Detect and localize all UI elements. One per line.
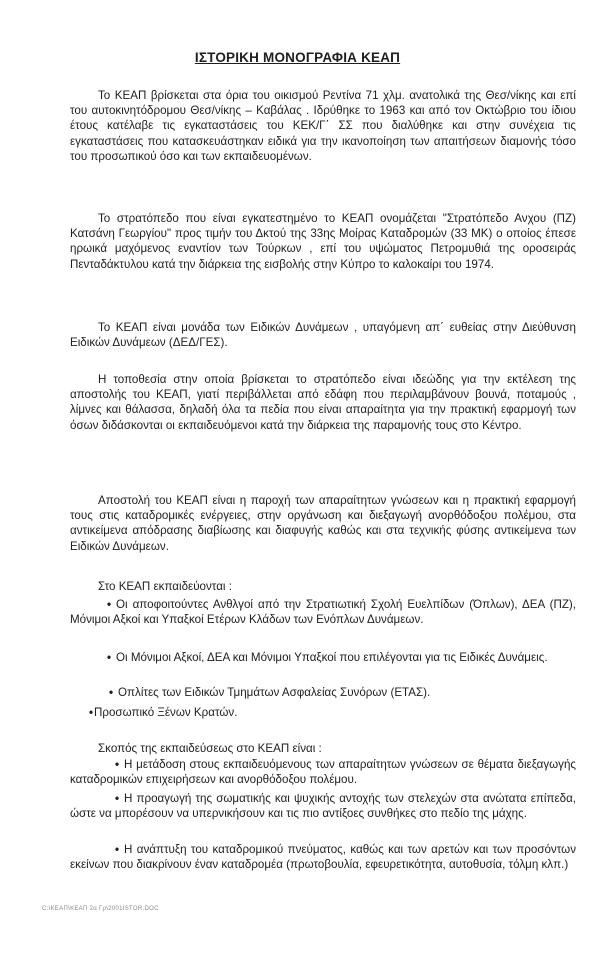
list-item-text: Οι Μόνιμοι Αξκοί, ΔΕΑ και Μόνιμοι Υπαξκοί που επιλέγονται για τις Ειδικές Δυνάμεις. — [116, 651, 548, 664]
bullet-icon: • — [114, 758, 120, 771]
bullet-icon: • — [88, 706, 94, 719]
paragraph-special-forces: Το ΚΕΑΠ είναι μονάδα των Ειδικών Δυνάμεων , υπαγόμενη απ΄ ευθείας στην Διεύθυνση Ειδικών Δυνάμεων (ΔΕΔ/ΓΕΣ). — [70, 321, 576, 350]
paragraph-mission: Αποστολή του ΚΕΑΠ είναι η παροχή των απαραίτητων γνώσεων και η πρακτική εφαρμογή τους στις καταδρομικές ενέργειες, στην οργάνωση και διεξαγωγή ανορθόδοξου πολέμου, στα αντικείμενα απόδρασης διαβίωσης και διαφυγής καθώς και στα τεχνικής φύσης αντικείμενα των Ειδικών Δυνάμεων. — [70, 494, 576, 553]
paragraph-location: Το ΚΕΑΠ βρίσκεται στα όρια του οικισμού Ρεντίνα 71 χλμ. ανατολικά της Θεσ/νίκης και επί του αυτοκινητόδρομου Θεσ/νίκης – Καβάλας . Ιδρύθηκε το 1963 και από τον Οκτώβριο του ίδιου έτους κατέλαβε τις εγκαταστάσεις του ΚΕΚ/Γ΄ ΣΣ που διαλύθηκε και στην συνέχεια τις εγκαταστάσεις που κατασκευάστηκαν ειδικά για την ικανοποίηση των απαιτήσεων διαμονής τόσο του προσωπικού όσο και των εκπαιδευομένων. — [70, 89, 576, 163]
bullet-icon: • — [114, 792, 120, 805]
bullet-icon: • — [106, 651, 112, 664]
purpose-list-item — [70, 842, 576, 872]
paragraph-camp-name: Το στρατόπεδο που είναι εγκατεστημένο το ΚΕΑΠ ονομάζεται "Στρατόπεδο Ανχου (ΠΖ) Κατσάνη Γεωργίου" προς τιμήν του Δκτού της 33ης Μοίρας Καταδρομών (33 ΜΚ) ο οποίος έπεσε ηρωικά μαχόμενος εναντίον των Τούρκων , επί του υψώματος Πετρομυθιά της οροσειράς Πενταδάκτυλου κατά την διάρκεια της εισβολής στην Κύπρο το καλοκαίρι του 1974. — [70, 212, 576, 271]
bullet-icon: • — [114, 843, 120, 856]
trainee-list-item — [70, 597, 576, 627]
trainee-list-item — [70, 705, 576, 720]
paragraph-terrain: Η τοποθεσία στην οποία βρίσκεται το στρατόπεδο είναι ιδεώδης για την εκτέλεση της αποστολής του ΚΕΑΠ, γιατί περιβάλλεται από εδάφη που περιλαμβάνουν βουνά, ποταμούς , λίμνες και θάλασσα, δηλαδή όλα τα πεδία που είναι απαραίτητα για την πρακτική εφαρμογή των όσων διδάσκονται οι εκπαιδευόμενοι κατά την διάρκεια της παραμονής τους στο Κέντρο. — [70, 373, 576, 432]
trainees-heading: Στο ΚΕΑΠ εκπαιδεύονται : — [98, 580, 232, 593]
list-item-text: Η προαγωγή της σωματικής και ψυχικής αντοχής των στελεχών στα ανώτατα επίπεδα, ώστε να μπορέσουν να υπερνικήσουν και τις πιο αντίξοες συνθήκες στο πεδίο της μάχης. — [70, 792, 576, 821]
purpose-list-item — [70, 791, 576, 821]
list-item-text: Η ανάπτυξη του καταδρομικού πνεύματος, καθώς και των αρετών και των προσόντων εκείνων που διακρίνουν έναν καταδρομέα (πρωτοβουλία, εφευρετικότητα, αυτοθυσία, τόλμη κλπ.) — [70, 843, 576, 872]
list-item-text: Προσωπικό Ξένων Κρατών. — [94, 706, 238, 719]
bullet-icon: • — [108, 686, 114, 699]
trainee-list-item — [70, 685, 576, 700]
bullet-icon: • — [106, 598, 112, 611]
file-path-footer: C:\ΚΕΑΠ\ΚΕΑΠ 2α Γρ\2001ΙSTOR.DOC — [42, 906, 159, 912]
list-item-text: Οι αποφοιτούντες Ανθλγοί από την Στρατιωτική Σχολή Ευελπίδων (Όπλων), ΔΕΑ (ΠΖ), Μόνιμοι Αξκοί και Υπαξκοί Ετέρων Κλάδων των Ενόπλων Δυνάμεων. — [70, 598, 576, 627]
document-title: ΙΣΤΟΡΙΚΗ ΜΟΝΟΓΡΑΦΙΑ ΚΕΑΠ — [194, 50, 401, 65]
list-item-text: Η μετάδοση στους εκπαιδευόμενους των απαραίτητων γνώσεων σε θέματα διεξαγωγής καταδρομικών επιχειρήσεων και ανορθόδοξου πολέμου. — [70, 758, 576, 787]
trainee-list-item — [70, 650, 576, 665]
list-item-text: Οπλίτες των Ειδικών Τμημάτων Ασφαλείας Συνόρων (ΕΤΑΣ). — [118, 686, 431, 699]
purpose-heading: Σκοπός της εκπαιδεύσεως στο ΚΕΑΠ είναι : — [98, 742, 322, 755]
purpose-list-item — [70, 757, 576, 787]
